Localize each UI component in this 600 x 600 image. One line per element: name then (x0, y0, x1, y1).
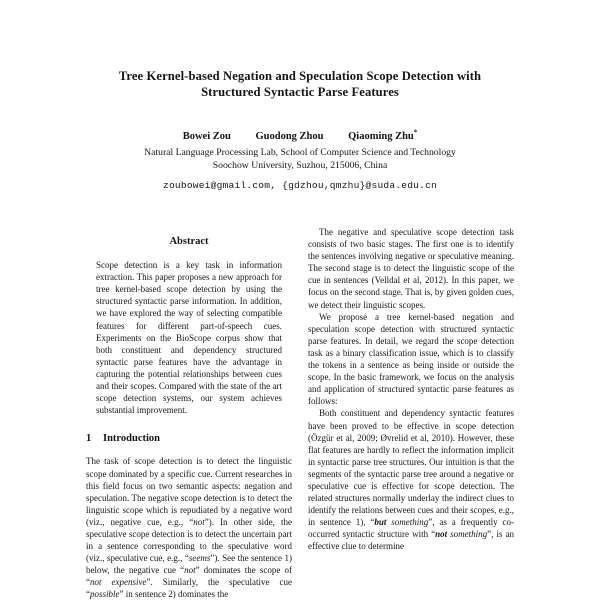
two-column-body (86, 226, 514, 600)
abstract-paragraph: Scope detection is a key task in information extraction. This paper proposes a new approach for tree kernel-based scope detection by using the structured syntactic parse information. In addition, we have explored the way of selecting compatible features for different part-of-speech cues. Experiments on the BioScope corpus show that both constituent and dependency structured syntactic parse features have the advantage in capturing the potential relationships between cues and their scopes. Compared with the state of the art scope detection systems, our system achieves substantial improvement. (96, 260, 282, 416)
section-number: 1 (86, 433, 92, 445)
author-name: Guodong Zhou (255, 131, 324, 142)
body-paragraph: We propose a tree kernel-based negation and speculation scope detection with structured syntactic parse features. In detail, we regard the scope detection task as a binary classification issue, which is to classify the tokens in a sentence as being inside or outside the scope. In the basic framework, we focus on the analysis and application of structured syntactic parse features as follows: (308, 311, 514, 407)
affiliation-line-2: Soochow University, Suzhou, 215006, China (212, 160, 388, 171)
body-paragraph: The negative and speculative scope detection task consists of two basic stages. The first one is to identify the sentences involving negative or speculative meaning. The second stage is to detect the linguistic scope of the cue in sentences (Velldal et al, 2012). In this paper, we focus on the second stage. That is, by given golden cues, we detect their linguistic scopes. (308, 227, 514, 310)
section-heading-introduction (86, 433, 292, 445)
section-title: Introduction (103, 433, 160, 445)
abstract-heading: Abstract (169, 236, 209, 247)
author-list (86, 130, 514, 144)
abstract-text (86, 259, 292, 416)
title-line-1: Tree Kernel-based Negation and Speculation Scope Detection with (118, 69, 482, 83)
author-name: Bowei Zou (182, 131, 231, 142)
intro-paragraph: The task of scope detection is to detect the linguistic scope dominated by a specific cue. Current researches in this field focus on two semantic aspects: negation and speculation. The negative scope detection is to detect the linguistic scope which is repudiated by a negative word (viz., negative cue, e.g., “not”). In other side, the speculative scope detection is to detect the uncertain part in a sentence corresponding to the speculative word (viz., speculative cue, e.g., “seems”). See the sentence 1) below, the negative cue “not” dominates the scope of “not expensive”. Similarly, the speculative cue “possible” in sentence 2) dominates the (86, 456, 292, 600)
page-title (86, 68, 514, 100)
body-paragraph: Both constituent and dependency syntactic features have been proved to be effective in scope detection (Özgür et al, 2009; Øvrelid et al, 2010). However, these flat features are hardly to reflect the information implicit in syntactic parse tree structures. Our intuition is that the segments of the syntactic parse tree around a negative or speculative cue is effective for scope detection. The related structures normally underlay the indirect clues to identify the relations between cues and their scopes, e.g., in sentence 1), “but something”, as a frequently co-occurred syntactic structure with “not something”, is an effective clue to determine (308, 408, 515, 552)
column-right (308, 226, 514, 600)
author-name: Qiaoming Zhu* (348, 128, 418, 142)
author-affiliation (86, 146, 514, 172)
author-emails: zoubowei@gmail.com, {gdzhou,qmzhu}@suda.edu.cn (162, 180, 438, 191)
column-left (86, 226, 292, 600)
affiliation-line-1: Natural Language Processing Lab, School of Computer Science and Technology (144, 147, 456, 158)
author-mark: * (413, 128, 418, 137)
title-line-2: Structured Syntactic Parse Features (201, 85, 399, 99)
